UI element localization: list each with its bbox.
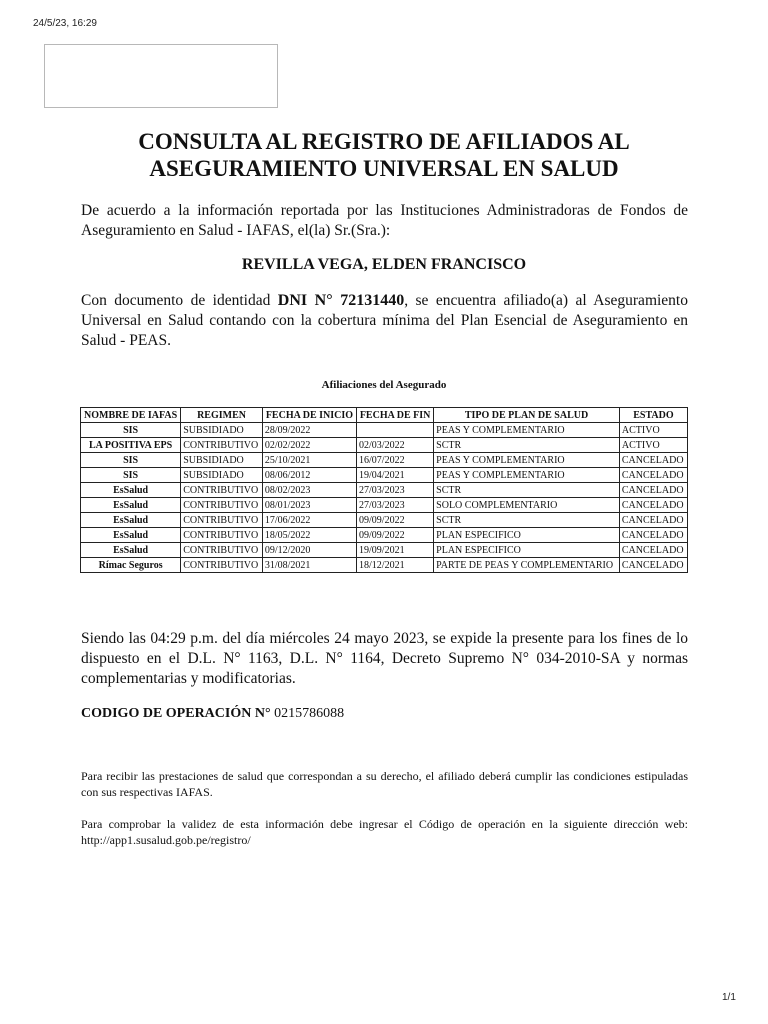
cell-start-date: 17/06/2022 xyxy=(262,513,356,528)
table-header-row xyxy=(81,408,688,423)
cell-plan-type: PLAN ESPECIFICO xyxy=(434,543,620,558)
cell-end-date xyxy=(357,423,434,438)
cell-iafas: EsSalud xyxy=(81,543,181,558)
cell-plan-type: SCTR xyxy=(434,513,620,528)
cell-plan-type: PARTE DE PEAS Y COMPLEMENTARIO xyxy=(434,558,620,573)
cell-start-date: 08/06/2012 xyxy=(262,468,356,483)
cell-iafas: EsSalud xyxy=(81,483,181,498)
cell-end-date: 09/09/2022 xyxy=(357,528,434,543)
cell-status: CANCELADO xyxy=(619,528,687,543)
cell-start-date: 18/05/2022 xyxy=(262,528,356,543)
cell-regimen: CONTRIBUTIVO xyxy=(181,528,263,543)
document-paragraph xyxy=(81,291,688,351)
cell-regimen: CONTRIBUTIVO xyxy=(181,438,263,453)
cell-plan-type: SOLO COMPLEMENTARIO xyxy=(434,498,620,513)
cell-regimen: CONTRIBUTIVO xyxy=(181,498,263,513)
cell-status: CANCELADO xyxy=(619,468,687,483)
cell-plan-type: PEAS Y COMPLEMENTARIO xyxy=(434,423,620,438)
document-suffix: , se encuentra afiliado(a) al Aseguramiento Universal en Salud contando con la cobertura mínima del Plan Esencial de Aseguramiento en Salud - PEAS. xyxy=(81,292,688,349)
cell-start-date: 25/10/2021 xyxy=(262,453,356,468)
cell-status: CANCELADO xyxy=(619,558,687,573)
cell-end-date: 18/12/2021 xyxy=(357,558,434,573)
page-title xyxy=(80,128,688,182)
page-number: 1/1 xyxy=(722,992,736,1003)
table-row xyxy=(81,438,688,453)
cell-start-date: 31/08/2021 xyxy=(262,558,356,573)
table-caption: Afiliaciones del Asegurado xyxy=(321,379,447,391)
table-row xyxy=(81,468,688,483)
print-datetime: 24/5/23, 16:29 xyxy=(33,18,97,29)
col-header-end-date: FECHA DE FIN xyxy=(357,408,434,423)
cell-end-date: 02/03/2022 xyxy=(357,438,434,453)
cell-status: ACTIVO xyxy=(619,423,687,438)
affiliations-table xyxy=(80,407,688,573)
table-row xyxy=(81,498,688,513)
cell-start-date: 28/09/2022 xyxy=(262,423,356,438)
table-row xyxy=(81,513,688,528)
dni-number: DNI N° 72131440 xyxy=(277,292,405,309)
cell-plan-type: PEAS Y COMPLEMENTARIO xyxy=(434,468,620,483)
col-header-regimen: REGIMEN xyxy=(181,408,263,423)
cell-iafas: Rímac Seguros xyxy=(81,558,181,573)
cell-status: CANCELADO xyxy=(619,513,687,528)
cell-regimen: CONTRIBUTIVO xyxy=(181,558,263,573)
affiliate-name: REVILLA VEGA, ELDEN FRANCISCO xyxy=(241,256,527,273)
cell-end-date: 16/07/2022 xyxy=(357,453,434,468)
cell-iafas: EsSalud xyxy=(81,513,181,528)
cell-status: CANCELADO xyxy=(619,498,687,513)
cell-status: CANCELADO xyxy=(619,453,687,468)
cell-regimen: SUBSIDIADO xyxy=(181,453,263,468)
document-prefix: Con documento de identidad xyxy=(81,292,278,309)
cell-iafas: SIS xyxy=(81,468,181,483)
cell-end-date: 27/03/2023 xyxy=(357,498,434,513)
note-benefits: Para recibir las prestaciones de salud que correspondan a su derecho, el afiliado deberá cumplir las condiciones estipuladas con sus respectivas IAFAS. xyxy=(81,769,688,799)
operation-code-value: 0215786088 xyxy=(274,706,345,721)
cell-start-date: 02/02/2022 xyxy=(262,438,356,453)
table-row xyxy=(81,543,688,558)
cell-end-date: 09/09/2022 xyxy=(357,513,434,528)
cell-plan-type: SCTR xyxy=(434,483,620,498)
table-row xyxy=(81,558,688,573)
col-header-iafas: NOMBRE DE IAFAS xyxy=(81,408,181,423)
cell-iafas: LA POSITIVA EPS xyxy=(81,438,181,453)
cell-regimen: CONTRIBUTIVO xyxy=(181,513,263,528)
cell-start-date: 09/12/2020 xyxy=(262,543,356,558)
operation-code-line xyxy=(81,706,344,722)
operation-code-label: CODIGO DE OPERACIÓN N° xyxy=(81,706,271,721)
cell-plan-type: SCTR xyxy=(434,438,620,453)
table-row xyxy=(81,453,688,468)
col-header-start-date: FECHA DE INICIO xyxy=(262,408,356,423)
cell-regimen: CONTRIBUTIVO xyxy=(181,483,263,498)
cell-status: CANCELADO xyxy=(619,543,687,558)
title-line-2: ASEGURAMIENTO UNIVERSAL EN SALUD xyxy=(149,156,619,181)
title-line-1: CONSULTA AL REGISTRO DE AFILIADOS AL xyxy=(138,129,630,154)
cell-plan-type: PEAS Y COMPLEMENTARIO xyxy=(434,453,620,468)
table-row xyxy=(81,483,688,498)
cell-status: CANCELADO xyxy=(619,483,687,498)
table-row xyxy=(81,423,688,438)
cell-iafas: EsSalud xyxy=(81,528,181,543)
logo-placeholder xyxy=(44,44,278,108)
cell-regimen: CONTRIBUTIVO xyxy=(181,543,263,558)
table-row xyxy=(81,528,688,543)
cell-end-date: 19/09/2021 xyxy=(357,543,434,558)
cell-status: ACTIVO xyxy=(619,438,687,453)
col-header-plan-type: TIPO DE PLAN DE SALUD xyxy=(434,408,620,423)
col-header-status: ESTADO xyxy=(619,408,687,423)
cell-iafas: EsSalud xyxy=(81,498,181,513)
cell-end-date: 27/03/2023 xyxy=(357,483,434,498)
table-body xyxy=(81,423,688,573)
cell-end-date: 19/04/2021 xyxy=(357,468,434,483)
intro-paragraph: De acuerdo a la información reportada por las Instituciones Administradoras de Fondos de Aseguramiento en Salud - IAFAS, el(la) Sr.(Sra.): xyxy=(81,202,688,239)
closing-paragraph: Siendo las 04:29 p.m. del día miércoles 24 mayo 2023, se expide la presente para los fines de lo dispuesto en el D.L. N° 1163, D.L. N° 1164, Decreto Supremo N° 034-2010-SA y normas complementarias y modificatorias. xyxy=(81,630,688,687)
cell-iafas: SIS xyxy=(81,453,181,468)
cell-regimen: SUBSIDIADO xyxy=(181,468,263,483)
cell-plan-type: PLAN ESPECIFICO xyxy=(434,528,620,543)
cell-regimen: SUBSIDIADO xyxy=(181,423,263,438)
cell-iafas: SIS xyxy=(81,423,181,438)
cell-start-date: 08/02/2023 xyxy=(262,483,356,498)
note-validation: Para comprobar la validez de esta información debe ingresar el Código de operación en la siguiente dirección web: http://app1.susalud.gob.pe/registro/ xyxy=(81,817,688,847)
cell-start-date: 08/01/2023 xyxy=(262,498,356,513)
